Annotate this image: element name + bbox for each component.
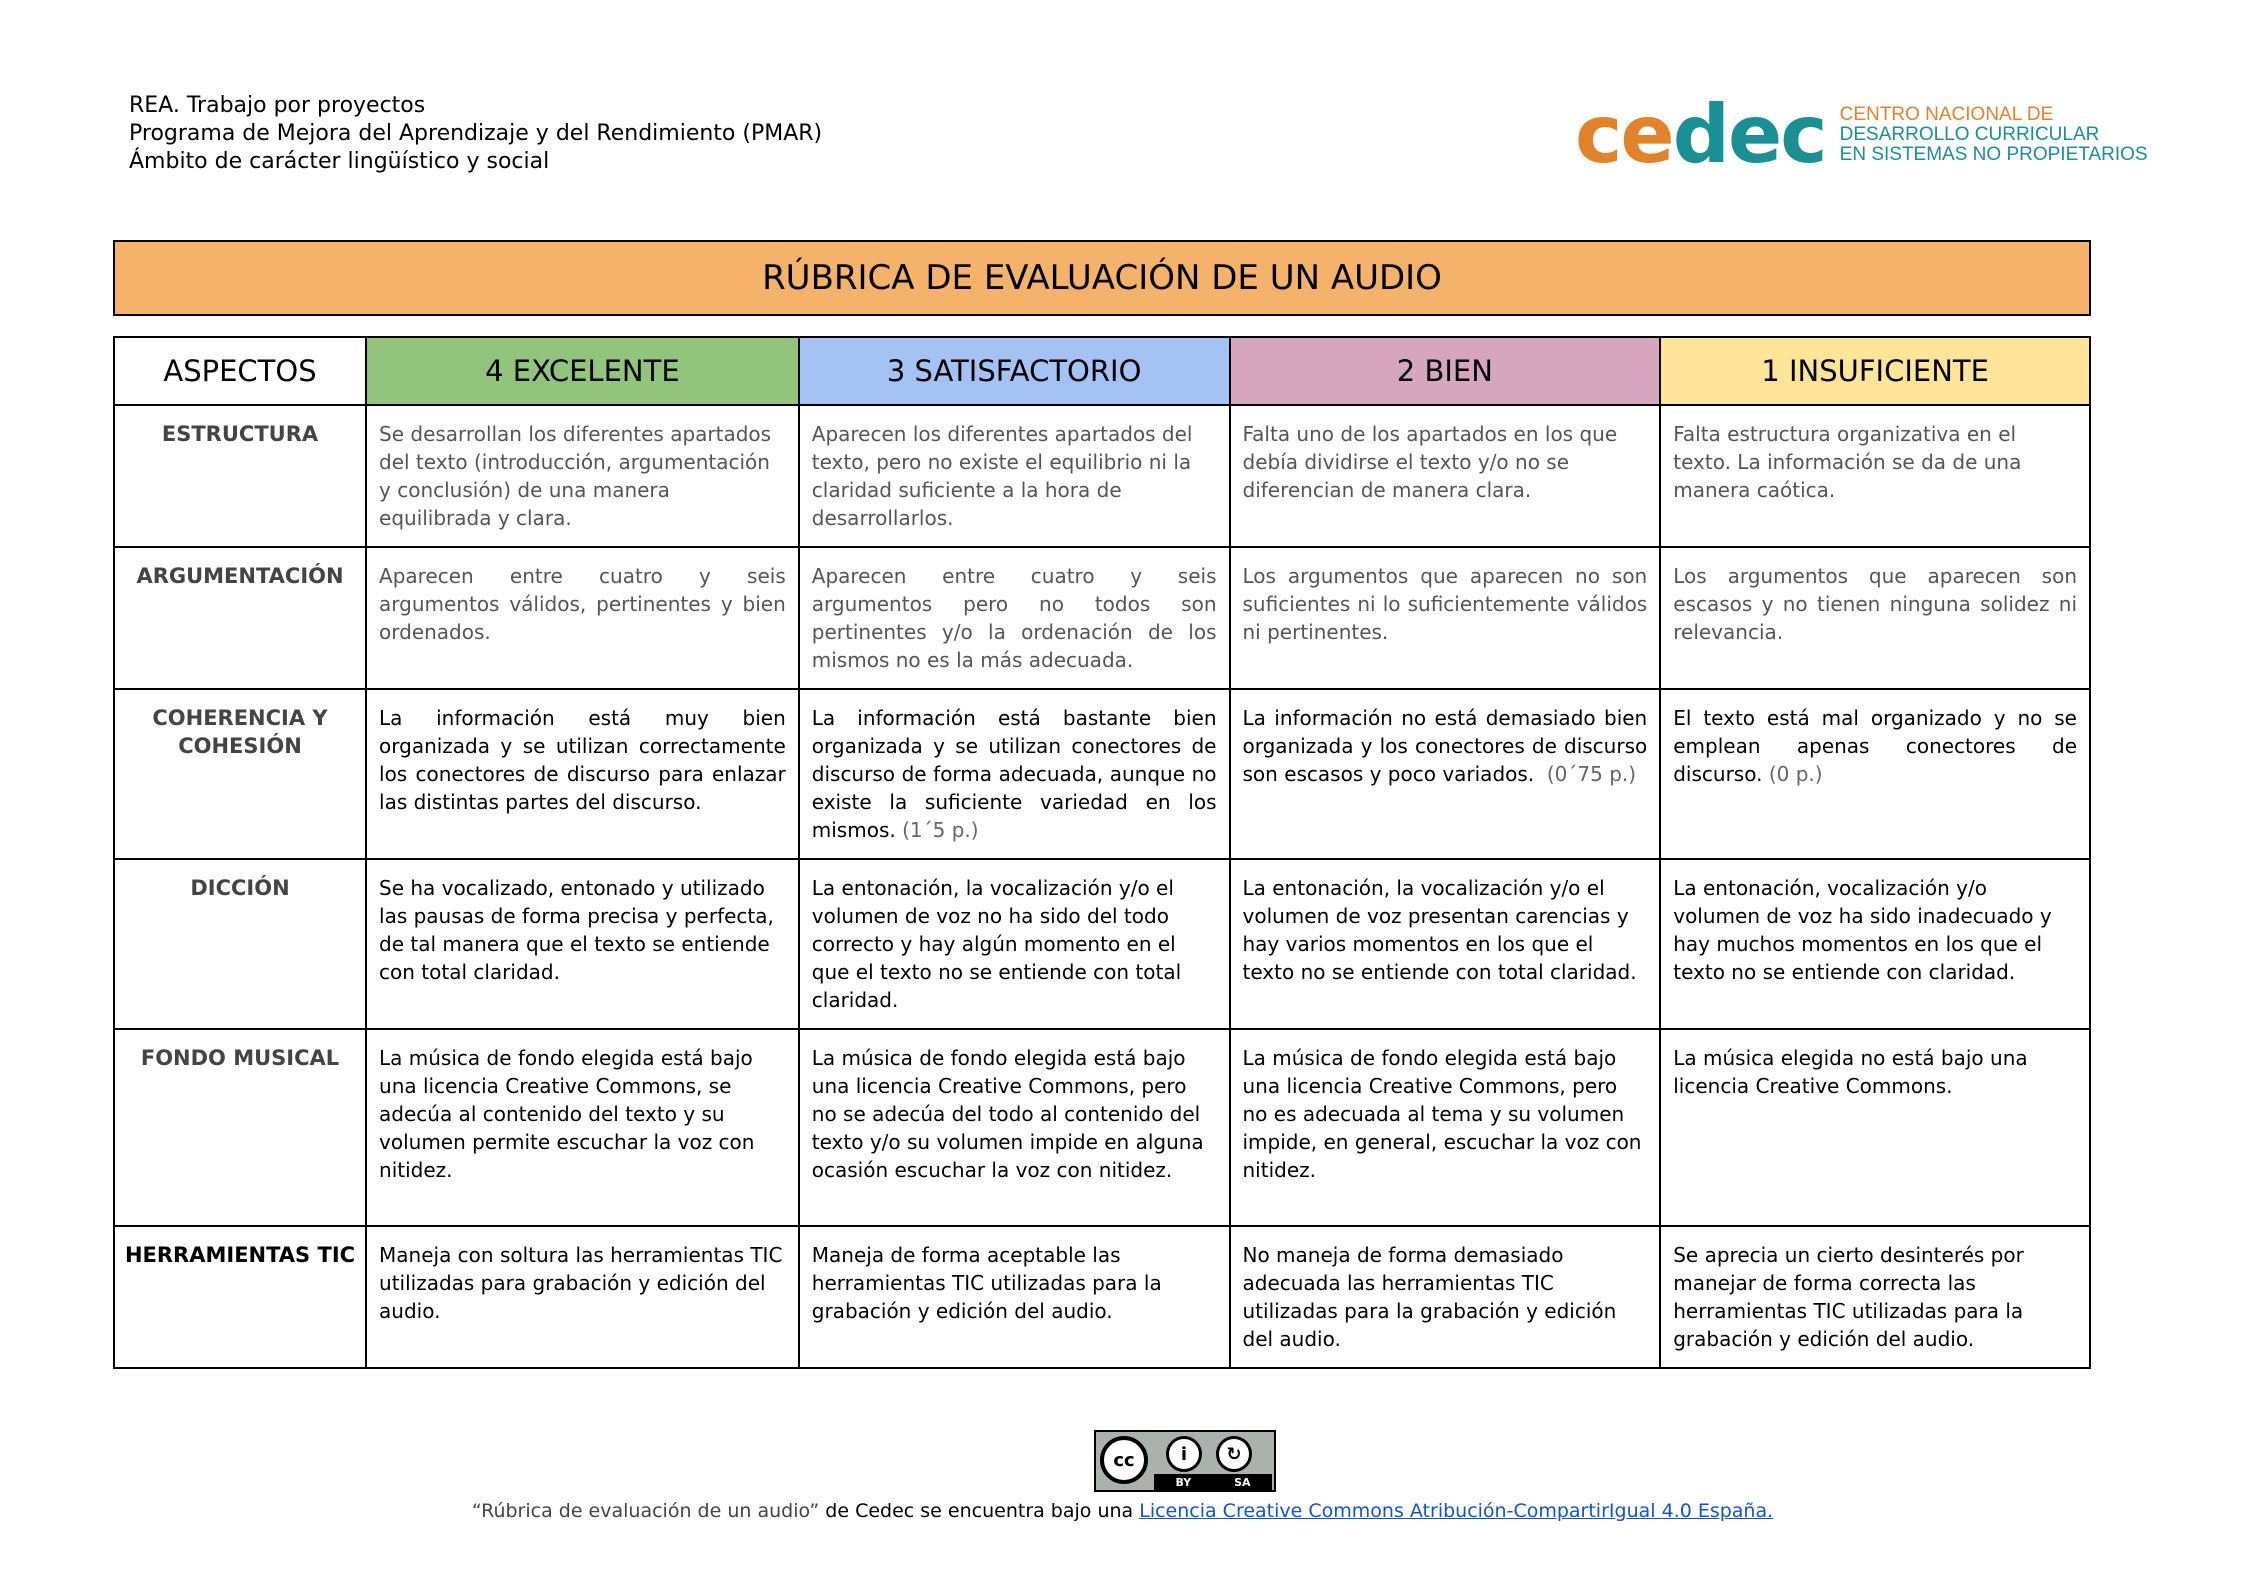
rubric-header-row — [114, 337, 2090, 405]
points-label: (1´5 p.) — [902, 818, 979, 842]
cc-labels — [1154, 1474, 1272, 1490]
header-good: 2 BIEN — [1230, 337, 1661, 405]
table-row — [114, 1226, 2090, 1368]
logo-word-ce: ce — [1575, 88, 1673, 181]
excellent-cell: La música de fondo elegida está bajo una licencia Creative Commons, se adecúa al contenido del texto y su volumen permite escuchar la voz con nitidez. — [366, 1029, 799, 1226]
aspect-cell: DICCIÓN — [114, 859, 366, 1029]
license-footer — [0, 1500, 2245, 1522]
license-link[interactable]: Licencia Creative Commons Atribución-CompartirIgual 4.0 España. — [1139, 1500, 1774, 1522]
excellent-cell: La información está muy bien organizada y se utilizan correctamente los conectores de discurso para enlazar las distintas partes del discurso. — [366, 689, 799, 859]
document-header — [129, 92, 822, 176]
share-alike-icon: ↻ — [1216, 1436, 1252, 1472]
aspect-cell: ESTRUCTURA — [114, 405, 366, 547]
good-cell: No maneja de forma demasiado adecuada las herramientas TIC utilizadas para la grabación y edición del audio. — [1230, 1226, 1661, 1368]
satisfactory-cell — [799, 689, 1230, 859]
by-person-icon: i — [1166, 1436, 1202, 1472]
aspect-cell: ARGUMENTACIÓN — [114, 547, 366, 689]
logo-word-dec: dec — [1672, 88, 1826, 181]
header-line-program: Programa de Mejora del Aprendizaje y del Rendimiento (PMAR) — [129, 121, 823, 146]
aspect-line: COHERENCIA Y — [152, 706, 328, 730]
insufficient-cell: Los argumentos que aparecen son escasos y no tienen ninguna solidez ni relevancia. — [1660, 547, 2090, 689]
satisfactory-cell: La entonación, la vocalización y/o el volumen de voz no ha sido del todo correcto y hay algún momento en el que el texto no se entiende con total claridad. — [799, 859, 1230, 1029]
insufficient-cell: La música elegida no está bajo una licencia Creative Commons. — [1660, 1029, 2090, 1226]
good-cell: Falta uno de los apartados en los que debía dividirse el texto y/o no se diferencian de manera clara. — [1230, 405, 1661, 547]
good-cell: Los argumentos que aparecen no son suficientes ni lo suficientemente válidos ni pertinentes. — [1230, 547, 1661, 689]
insufficient-cell: Falta estructura organizativa en el texto. La información se da de una manera caótica. — [1660, 405, 2090, 547]
cc-by-sa-badge[interactable] — [1094, 1430, 1276, 1492]
good-cell: La música de fondo elegida está bajo una licencia Creative Commons, pero no es adecuada al tema y su volumen impide, en general, escuchar la voz con nitidez. — [1230, 1029, 1661, 1226]
header-aspects: ASPECTOS — [114, 337, 366, 405]
points-label: (0´75 p.) — [1546, 762, 1637, 786]
insufficient-cell: La entonación, vocalización y/o volumen de voz ha sido inadecuado y hay muchos momentos en los que el texto no se entiende con claridad. — [1660, 859, 2090, 1029]
logo-tagline-line3: EN SISTEMAS NO PROPIETARIOS — [1839, 144, 2148, 165]
rubric-title: RÚBRICA DE EVALUACIÓN DE UN AUDIO — [113, 240, 2091, 316]
table-row — [114, 1029, 2090, 1226]
header-satisfactory: 3 SATISFACTORIO — [799, 337, 1230, 405]
by-label: BY — [1175, 1475, 1192, 1489]
table-row — [114, 859, 2090, 1029]
excellent-cell: Se ha vocalizado, entonado y utilizado las pausas de forma precisa y perfecta, de tal manera que el texto se entiende con total claridad. — [366, 859, 799, 1029]
cell-text: La información está bastante bien organizada y se utilizan conectores de discurso de forma adecuada, aunque no existe la suficiente variedad en los mismos. — [811, 706, 1217, 842]
satisfactory-cell: La música de fondo elegida está bajo una licencia Creative Commons, pero no se adecúa del todo al contenido del texto y/o su volumen impide en alguna ocasión escuchar la voz con nitidez. — [799, 1029, 1230, 1226]
cedec-logo-tagline — [1840, 105, 2148, 165]
aspect-cell — [114, 689, 366, 859]
sa-label: SA — [1234, 1475, 1251, 1489]
cedec-logo-word — [1575, 88, 1826, 181]
header-excellent: 4 EXCELENTE — [366, 337, 799, 405]
insufficient-cell: Se aprecia un cierto desinterés por manejar de forma correcta las herramientas TIC utilizadas para la grabación y edición del audio. — [1660, 1226, 2090, 1368]
work-title: “Rúbrica de evaluación de un audio” — [471, 1500, 820, 1522]
insufficient-cell — [1660, 689, 2090, 859]
satisfactory-cell: Aparecen los diferentes apartados del texto, pero no existe el equilibrio ni la claridad suficiente a la hora de desarrollarlos. — [799, 405, 1230, 547]
logo-tagline-line1: CENTRO NACIONAL DE — [1839, 104, 2054, 125]
aspect-cell: FONDO MUSICAL — [114, 1029, 366, 1226]
good-cell: La entonación, la vocalización y/o el volumen de voz presentan carencias y hay varios momentos en los que el texto no se entiende con total claridad. — [1230, 859, 1661, 1029]
excellent-cell: Maneja con soltura las herramientas TIC utilizadas para grabación y edición del audio. — [366, 1226, 799, 1368]
good-cell — [1230, 689, 1661, 859]
cc-icon: cc — [1100, 1436, 1148, 1484]
aspect-cell: HERRAMIENTAS TIC — [114, 1226, 366, 1368]
header-line-rea: REA. Trabajo por proyectos — [129, 93, 426, 118]
satisfactory-cell: Aparecen entre cuatro y seis argumentos pero no todos son pertinentes y/o la ordenación de los mismos no es la más adecuada. — [799, 547, 1230, 689]
points-label: (0 p.) — [1768, 762, 1823, 786]
cell-text: El texto está mal organizado y no se emplean apenas conectores de discurso. — [1673, 706, 2077, 786]
satisfactory-cell: Maneja de forma aceptable las herramientas TIC utilizadas para la grabación y edición del audio. — [799, 1226, 1230, 1368]
rubric-table — [113, 336, 2091, 1369]
aspect-line: COHESIÓN — [178, 734, 302, 758]
excellent-cell: Aparecen entre cuatro y seis argumentos válidos, pertinentes y bien ordenados. — [366, 547, 799, 689]
table-row — [114, 547, 2090, 689]
excellent-cell: Se desarrollan los diferentes apartados del texto (introducción, argumentación y conclusión) de una manera equilibrada y clara. — [366, 405, 799, 547]
cedec-logo — [1575, 90, 2148, 180]
header-insufficient: 1 INSUFICIENTE — [1660, 337, 2090, 405]
cell-text: La información no está demasiado bien organizada y los conectores de discurso son escasos y poco variados. — [1242, 706, 1648, 786]
table-row — [114, 689, 2090, 859]
header-line-scope: Ámbito de carácter lingüístico y social — [129, 149, 550, 174]
logo-tagline-line2: DESARROLLO CURRICULAR — [1839, 124, 2100, 145]
table-row — [114, 405, 2090, 547]
license-statement: de Cedec se encuentra bajo una — [819, 1500, 1140, 1522]
